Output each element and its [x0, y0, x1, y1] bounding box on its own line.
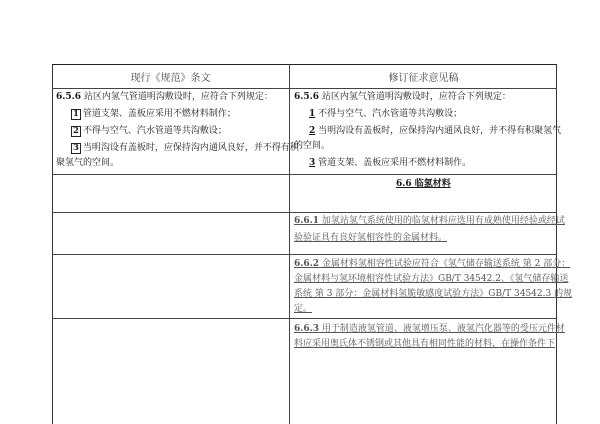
- row-rule-1: [52, 174, 557, 175]
- left-clause-heading: [56, 91, 273, 103]
- right-clause-heading: [294, 91, 511, 103]
- clause-6-6-3-text-1: 用于制造液氢管道、液氢增压泵、液氢汽化器等的受压元件材: [319, 324, 565, 334]
- clause-6-6-1-line-2: 验验证具有良好氢相容性的金属材料。: [294, 233, 448, 243]
- clause-6-6-2-line-1: [294, 258, 570, 270]
- left-item-2: [71, 125, 227, 137]
- left-item-3-text: 当明沟设有盖板时，应保持沟内通风良好，并不得有积: [82, 143, 299, 153]
- clause-6-6-2-line-2: 金属材料与氢环境相容性试验方法》GB/T 34542.2、《氢气储存输送: [294, 274, 569, 284]
- left-item-3: [71, 142, 299, 154]
- clause-6-6-2-line-4: 定。: [294, 304, 313, 314]
- left-item-1: [71, 108, 236, 120]
- row-rule-2: [52, 212, 557, 213]
- clause-6-6-3-line-1: [294, 323, 565, 335]
- clause-6-6-2-line-3: 系统 第 3 部分：金属材料氢脆敏感度试验方法》GB/T 34542.3 的规: [294, 289, 573, 299]
- clause-6-6-3-line-2: 料应采用奥氏体不锈钢或其他具有相同性能的材料，在操作条件下: [294, 339, 556, 349]
- right-item-1-text: 不得与空气、汽水管道等共沟敷设；: [315, 109, 463, 119]
- right-item-3-text: 管道支架、盖板应采用不燃材料制作。: [315, 158, 472, 168]
- clause-6-6-1-text-1: 加氢站氢气系统使用的临氢材料应选用有成熟使用经验或经试: [319, 216, 565, 226]
- right-item-3: [309, 157, 471, 169]
- clause-6-6-3-number: 6.6.3: [294, 324, 320, 334]
- right-item-3-number: 3: [309, 158, 316, 168]
- left-item-1-text: 管道支架、盖板应采用不燃材料制作；: [82, 109, 236, 119]
- right-clause-text: 站区内氢气管道明沟敷设时，应符合下列规定：: [319, 92, 511, 102]
- left-item-1-number: 1: [73, 109, 79, 119]
- row-rule-3: [52, 254, 557, 255]
- clause-6-6-2-text-1: 金属材料氢相容性试验应符合《氢气储存输送系统 第 2 部分：: [319, 259, 571, 269]
- left-item-2-text: 不得与空气、汽水管道等共沟敷设；: [82, 126, 227, 136]
- left-clause-number: 6.5.6: [56, 92, 82, 102]
- right-clause-number: 6.5.6: [294, 92, 320, 102]
- left-item-3-continuation: 聚氢气的空间。: [56, 158, 120, 168]
- section-title: 6.6 临氢材料: [396, 179, 451, 189]
- row-rule-4: [52, 318, 557, 319]
- right-item-2: [309, 125, 561, 137]
- header-right: 修订征求意见稿: [388, 72, 459, 84]
- right-item-2-text: 当明沟设有盖板时，应保持沟内通风良好，并不得有积聚氢气: [315, 126, 562, 136]
- column-divider: [289, 64, 290, 424]
- right-item-1: [309, 108, 462, 120]
- clause-6-6-1-number: 6.6.1: [294, 216, 320, 226]
- clause-6-6-1-line-1: [294, 215, 565, 227]
- left-item-2-number: 2: [73, 126, 79, 136]
- left-item-3-number: 3: [73, 143, 79, 153]
- header-rule: [52, 88, 557, 89]
- right-item-1-number: 1: [309, 109, 316, 119]
- left-clause-text: 站区内氢气管道明沟敷设时，应符合下列规定：: [81, 92, 273, 102]
- right-item-2-number: 2: [309, 126, 316, 136]
- header-left: 现行《规范》条文: [130, 72, 211, 84]
- right-item-2-continuation: 的空间。: [294, 141, 331, 151]
- clause-6-6-2-number: 6.6.2: [294, 259, 320, 269]
